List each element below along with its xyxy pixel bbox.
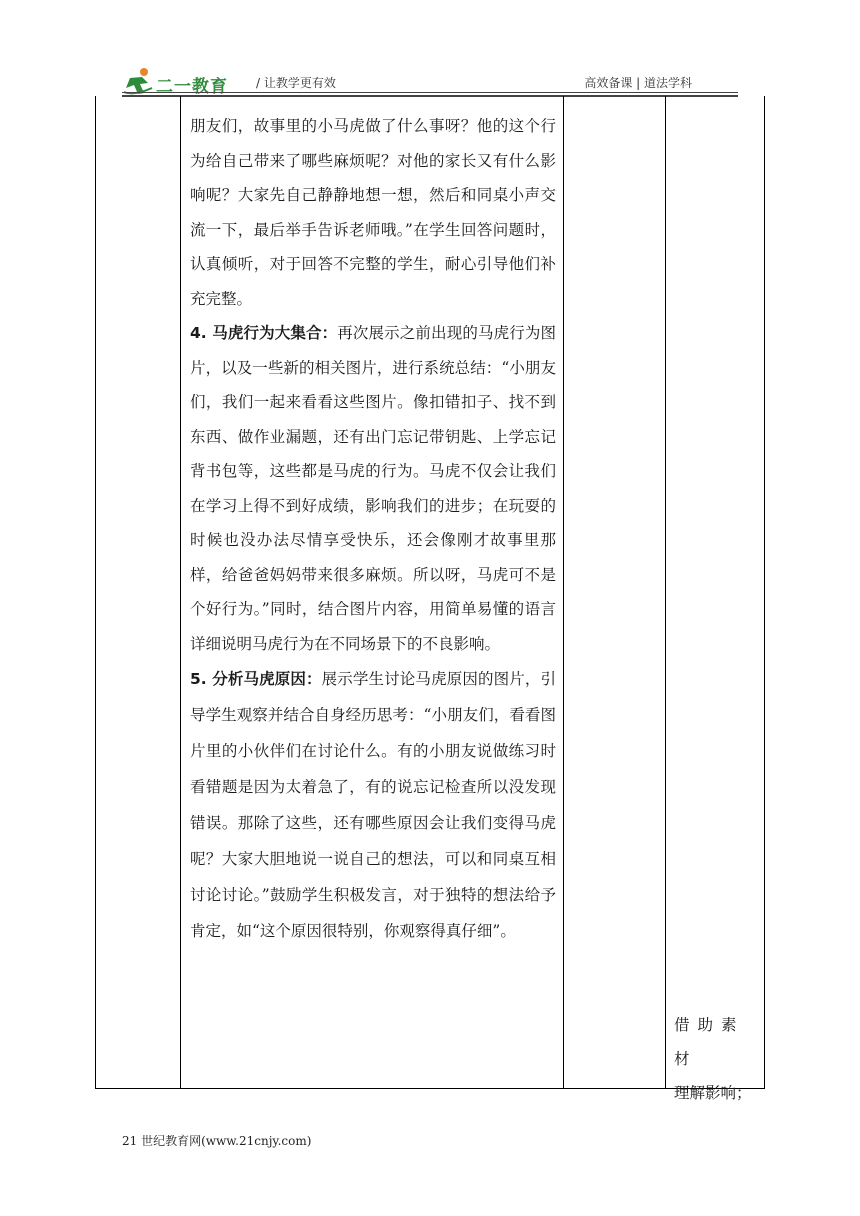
table-column-divider-3 xyxy=(665,96,666,1089)
page-footer: 21 世纪教育网(www.21cnjy.com) xyxy=(122,1134,312,1148)
table-column-divider-1 xyxy=(180,96,181,1089)
section-text-4: 再次展示之前出现的马虎行为图片，以及一些新的相关图片，进行系统总结：“小朋友们，我们一起来看看这些图片。像扣错扣子、找不到东西、做作业漏题，还有出门忘记带钥匙、上学忘记背书包等，这些都是马虎的行为。马虎不仅会让我们在学习上得不到好成绩，影响我们的进步；在玩耍的时候也没办法尽情享受快乐，还会像刚才故事里那样，给爸爸妈妈带来很多麻烦。所以呀，马虎可不是个好行为。”同时，结合图片内容，用简单易懂的语言详细说明马虎行为在不同场景下的不良影响。 xyxy=(190,324,556,653)
section-text-5: 展示学生讨论马虎原因的图片，引导学生观察并结合自身经历思考：“小朋友们，看看图片里的小伙伴们在讨论什么。有的小朋友说做练习时看错题是因为太着急了，有的说忘记检查所以没发现错误。那除了这些，还有哪些原因会让我们变得马虎呢？大家大胆地说一说自己的想法，可以和同桌互相讨论讨论。”鼓励学生积极发言，对于独特的想法给予肯定，如“这个原因很特别，你观察得真仔细”。 xyxy=(190,670,556,940)
design-intent-line-1: 借助素材 xyxy=(674,1016,745,1068)
design-intent-note xyxy=(674,1008,760,1110)
header-subject: 高效备课 | 道法学科 xyxy=(584,76,692,90)
paragraph-behavior-summary xyxy=(190,316,556,661)
paragraph-story-discussion: 朋友们，故事里的小马虎做了什么事呀？他的这个行为给自己带来了哪些麻烦呢？对他的家长又有什么影响呢？大家先自己静静地想一想，然后和同桌小声交流一下，最后举手告诉老师哦。”在学生回答问题时，认真倾听，对于回答不完整的学生，耐心引导他们补充完整。 xyxy=(190,117,556,308)
section-heading-4: 4. 马虎行为大集合： xyxy=(190,324,338,342)
header-slogan: / 让教学更有效 xyxy=(256,76,336,90)
header-rule-thin xyxy=(122,92,738,93)
activity-content xyxy=(190,109,556,949)
logo-text: 二一教育 xyxy=(156,77,228,97)
paragraph-cause-analysis xyxy=(190,661,556,949)
page-header xyxy=(122,62,738,96)
section-heading-5: 5. 分析马虎原因： xyxy=(190,670,322,688)
design-intent-line-2: 理解影响； xyxy=(674,1084,752,1102)
table-column-divider-2 xyxy=(563,96,564,1089)
